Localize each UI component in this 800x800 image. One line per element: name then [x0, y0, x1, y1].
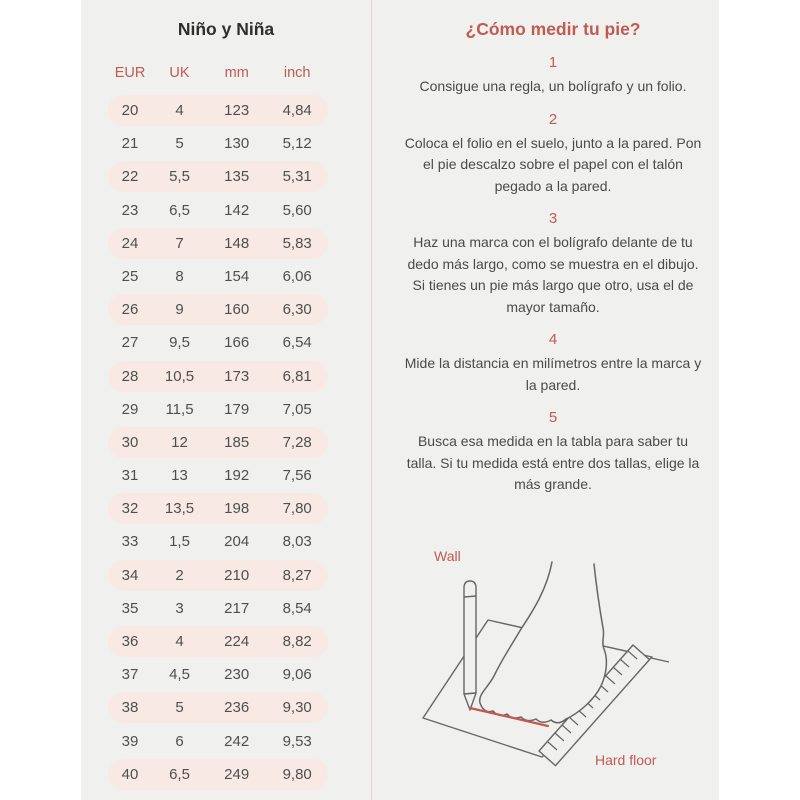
size-table-header [108, 63, 328, 83]
size-table-cell: 9,5 [169, 334, 190, 352]
size-table-cell: 4,84 [282, 102, 312, 119]
size-chart-section [81, 0, 371, 792]
size-table-cell: 24 [121, 234, 139, 252]
step-text: Consigue una regla, un bolígrafo y un folio. [419, 78, 687, 94]
size-table-header-cell: inch [283, 65, 311, 81]
size-chart-title: Niño y Niña [177, 19, 275, 39]
size-table-cell: 23 [121, 201, 139, 219]
size-table-cell: 6,06 [282, 267, 312, 285]
size-table-cell: 30 [121, 433, 139, 451]
size-table-cell: 37 [121, 666, 139, 684]
size-table-cell: 179 [224, 400, 250, 418]
measuring-step [403, 54, 703, 98]
step-text: Haz una marca con el bolígrafo delante de tu dedo más largo, como se muestra en el dibujo. Si tienes un pie más largo que otro, usa el de mayor tamaño. [407, 234, 699, 315]
size-table-cell: 123 [224, 102, 250, 119]
size-table-cell: 20 [121, 102, 139, 119]
size-table-cell: 4,5 [169, 666, 190, 684]
step-number: 3 [548, 210, 558, 227]
measuring-step [403, 331, 703, 396]
step-number: 4 [548, 331, 558, 348]
foot-measurement-illustration [415, 545, 705, 780]
size-table-cell: 4 [175, 102, 184, 119]
size-table-cell: 8,27 [282, 566, 312, 584]
pen-band [464, 596, 476, 597]
size-table-cell: 32 [121, 500, 139, 518]
size-table-cell: 9,06 [282, 666, 312, 684]
size-table-cell: 5,83 [282, 234, 312, 252]
size-table-cell: 5,5 [169, 168, 190, 186]
size-table-row [108, 726, 328, 757]
size-table-cell: 26 [121, 301, 139, 319]
size-table-cell: 242 [224, 732, 250, 750]
size-table-cell: 160 [224, 301, 250, 319]
size-table-cell: 6,30 [282, 301, 312, 319]
size-table-cell: 130 [224, 135, 250, 153]
size-table-cell: 5,60 [282, 201, 312, 219]
size-table-cell: 210 [224, 566, 250, 584]
size-table-row [108, 327, 328, 358]
size-table-cell: 217 [224, 599, 250, 617]
size-table-cell: 7,05 [282, 400, 312, 418]
steps-container [403, 54, 703, 496]
size-table-cell: 192 [224, 467, 250, 485]
size-table-row [108, 692, 328, 723]
size-table-row [108, 593, 328, 624]
step-text: Mide la distancia en milímetros entre la marca y la pared. [404, 355, 702, 393]
size-table-cell: 204 [224, 533, 250, 551]
size-table-cell: 38 [121, 699, 139, 717]
measuring-guide-title: ¿Cómo medir tu pie? [465, 19, 641, 39]
size-table-cell: 6,5 [169, 201, 190, 219]
step-number: 5 [548, 409, 558, 426]
step-number: 1 [548, 54, 558, 71]
size-table-cell: 7,80 [282, 500, 312, 518]
size-table-cell: 198 [224, 500, 250, 518]
step-text: Coloca el folio en el suelo, junto a la pared. Pon el pie descalzo sobre el papel con el talón pegado a la pared. [404, 134, 702, 194]
floor-line [651, 658, 669, 662]
size-table-row [108, 261, 328, 292]
size-table-row [108, 759, 328, 790]
size-table-cell: 7,56 [282, 467, 312, 485]
size-table-cell: 166 [224, 334, 250, 352]
size-table-cell: 9,80 [282, 765, 312, 783]
measuring-step [403, 111, 703, 198]
size-table-row [108, 361, 328, 392]
size-table-row [108, 161, 328, 192]
size-table-cell: 236 [224, 699, 250, 717]
size-table-cell: 10,5 [164, 367, 195, 385]
measuring-step [403, 210, 703, 318]
size-table-cell: 11,5 [165, 400, 194, 418]
size-table-cell: 31 [121, 467, 139, 485]
size-table-cell: 40 [121, 765, 139, 783]
size-table-cell: 230 [224, 666, 250, 684]
size-table-row [108, 560, 328, 591]
size-table-cell: 21 [121, 135, 139, 153]
size-table-row [108, 460, 328, 491]
size-table-cell: 8,82 [282, 633, 312, 650]
size-table-cell: 135 [224, 168, 250, 186]
size-table-cell: 39 [121, 732, 139, 750]
wall-label: Wall [434, 548, 461, 564]
measuring-guide-section [371, 0, 719, 496]
size-table-cell: 7,28 [282, 433, 312, 451]
size-table-row [108, 95, 328, 126]
size-table-cell: 28 [121, 367, 139, 385]
size-table-cell: 35 [121, 599, 139, 617]
size-table-row [108, 394, 328, 425]
size-table-cell: 5,12 [282, 135, 312, 153]
size-table-cell: 173 [224, 367, 250, 385]
pen-body [464, 581, 476, 694]
hard-floor-label: Hard floor [595, 752, 657, 768]
size-table-cell: 5,31 [282, 168, 312, 186]
size-table-cell: 1,5 [169, 533, 190, 551]
size-table-cell: 22 [121, 168, 139, 186]
size-table-cell: 27 [121, 334, 139, 352]
size-table-row [108, 427, 328, 458]
size-table-cell: 13 [171, 467, 188, 485]
size-table-cell: 142 [224, 201, 250, 219]
size-table-cell: 2 [175, 566, 184, 584]
size-table-header-cell: UK [169, 65, 190, 81]
size-table-cell: 154 [224, 267, 250, 285]
size-table-cell: 12 [171, 433, 188, 451]
size-table-cell: 9,53 [282, 732, 312, 750]
size-table-cell: 5 [175, 699, 184, 717]
size-table-cell: 6,54 [282, 334, 312, 352]
size-table-row [108, 228, 328, 259]
size-table-row [108, 493, 328, 524]
size-table-cell: 3 [175, 599, 184, 617]
size-table-cell: 148 [224, 234, 250, 252]
size-table-row [108, 526, 328, 557]
size-table-row [108, 128, 328, 159]
size-table-cell: 4 [175, 633, 184, 650]
size-table-cell: 6,81 [282, 367, 312, 385]
size-table-cell: 8,03 [282, 533, 312, 551]
size-table-cell: 5 [175, 135, 184, 153]
size-table [108, 63, 328, 790]
foot-fill [480, 562, 607, 723]
size-table-cell: 6 [175, 732, 184, 750]
measuring-step [403, 409, 703, 496]
size-table-cell: 29 [121, 400, 139, 418]
step-text: Busca esa medida en la tabla para saber tu talla. Si tu medida está entre dos tallas, elige la más grande. [406, 433, 700, 492]
size-table-cell: 25 [121, 267, 139, 285]
size-table-cell: 34 [121, 566, 139, 584]
foot-measurement-diagram [415, 545, 705, 780]
size-table-header-cell: mm [224, 65, 249, 81]
size-table-cell: 33 [121, 533, 139, 551]
size-table-header-cell: EUR [114, 65, 146, 81]
size-table-cell: 185 [224, 433, 250, 451]
size-table-cell: 9 [175, 301, 184, 319]
size-table-row [108, 294, 328, 325]
size-table-cell: 224 [224, 633, 250, 650]
size-table-cell: 6,5 [169, 765, 190, 783]
size-table-cell: 249 [224, 765, 250, 783]
size-table-cell: 9,30 [282, 699, 312, 717]
size-table-cell: 8 [175, 267, 184, 285]
size-table-row [108, 626, 328, 657]
size-table-row [108, 659, 328, 690]
size-table-cell: 36 [121, 633, 139, 650]
size-table-body [108, 95, 328, 790]
size-table-cell: 13,5 [164, 500, 195, 518]
size-table-row [108, 195, 328, 226]
step-number: 2 [548, 110, 558, 128]
size-guide-panel [81, 0, 719, 800]
size-table-cell: 8,54 [282, 599, 312, 617]
size-table-cell: 7 [175, 234, 184, 252]
